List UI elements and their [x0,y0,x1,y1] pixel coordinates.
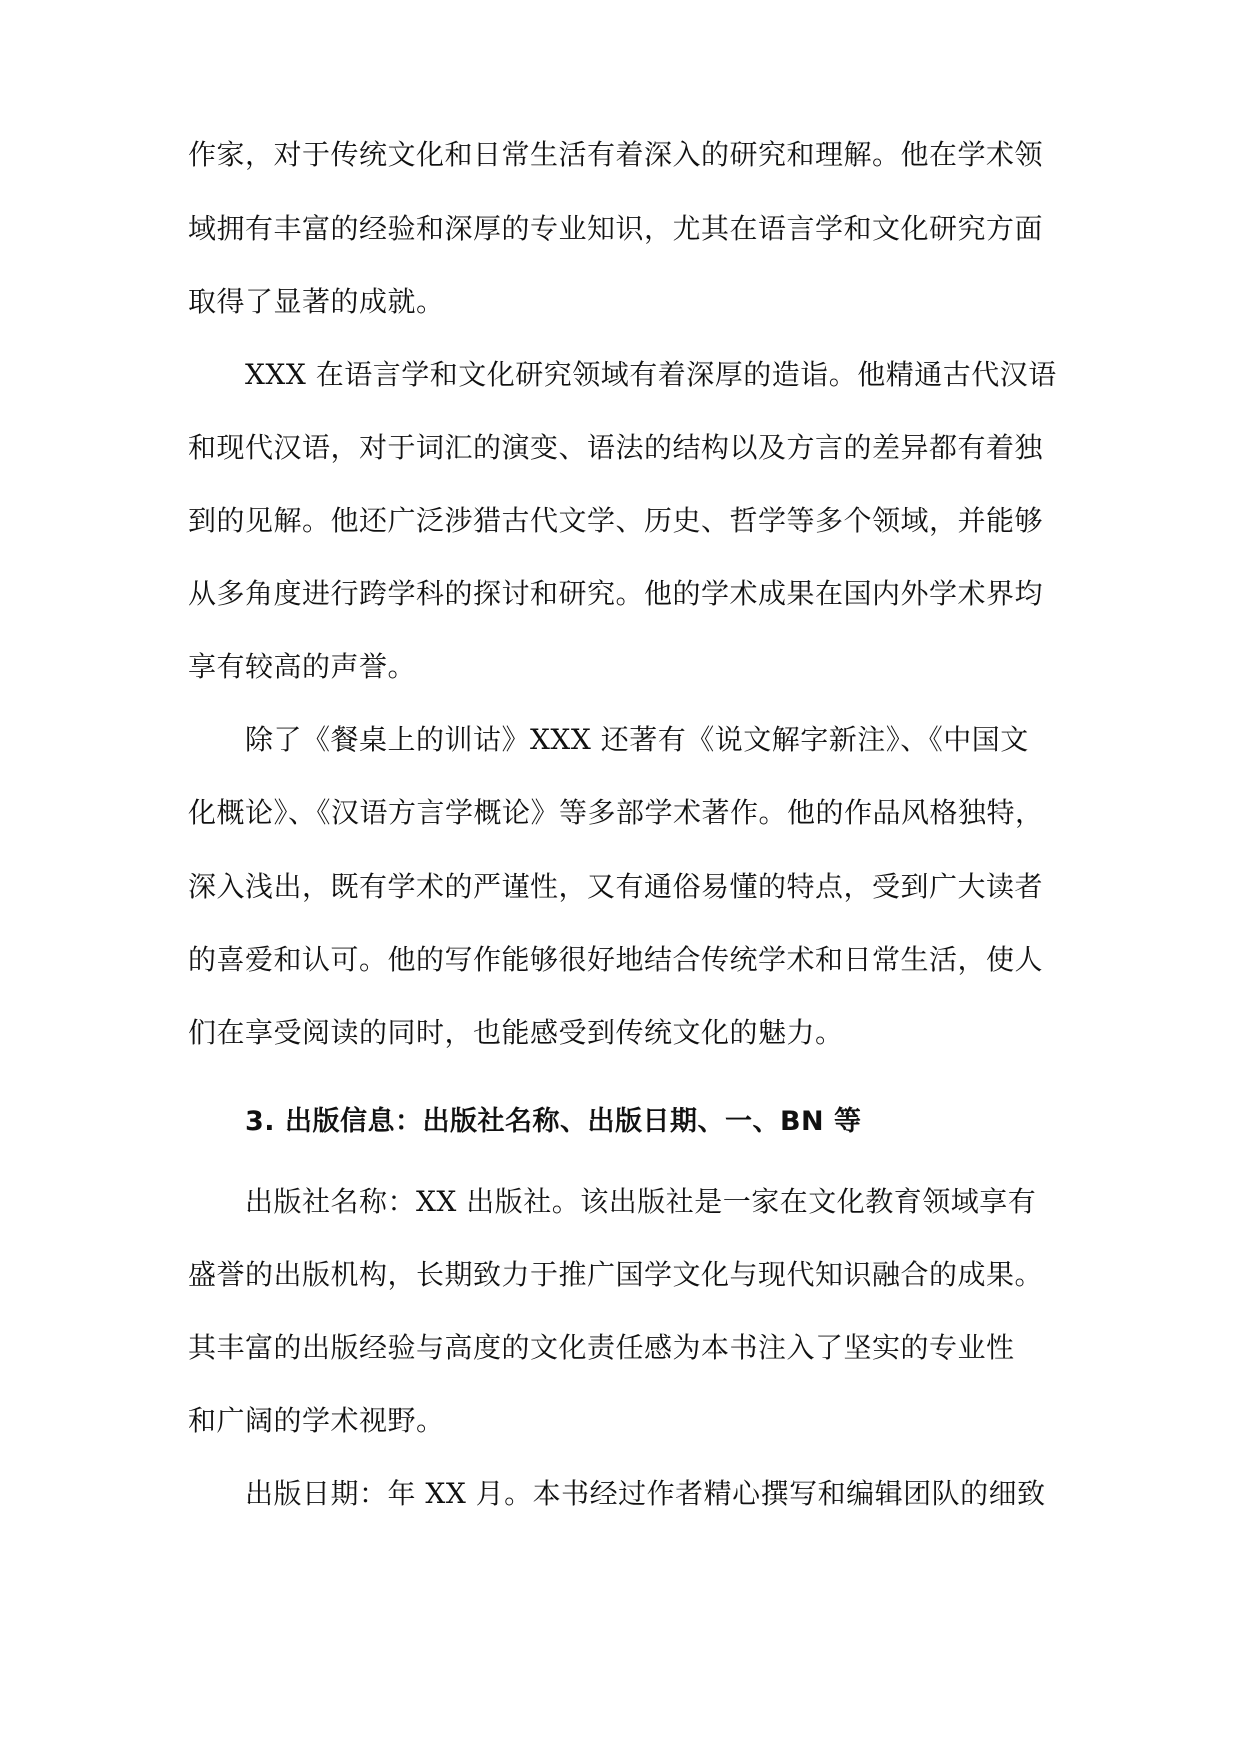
body-text-line: 们在享受阅读的同时，也能感受到传统文化的魅力。 [188,1016,844,1049]
paragraph-first-line: 出版社名称：XX 出版社。该出版社是一家在文化教育领域享有 [245,1185,1037,1218]
body-text-line: 盛誉的出版机构，长期致力于推广国学文化与现代知识融合的成果。 [188,1258,1044,1291]
body-text-line: 取得了显著的成就。 [188,285,445,318]
body-text-line: 和现代汉语，对于词汇的演变、语法的结构以及方言的差异都有着独 [188,431,1044,464]
paragraph-first-line: 除了《餐桌上的训诂》XXX 还著有《说文解字新注》、《中国文 [245,723,1029,756]
body-text-line: 到的见解。他还广泛涉猎古代文学、历史、哲学等多个领域，并能够 [188,504,1044,537]
section-heading: 3. 出版信息：出版社名称、出版日期、一、BN 等 [245,1106,862,1137]
body-text-line: 化概论》、《汉语方言学概论》等多部学术著作。他的作品风格独特， [188,796,1044,829]
paragraph-first-line: 出版日期：年 XX 月。本书经过作者精心撰写和编辑团队的细致 [245,1477,1046,1510]
paragraph-first-line: XXX 在语言学和文化研究领域有着深厚的造诣。他精通古代汉语 [245,358,1057,391]
body-text-line: 和广阔的学术视野。 [188,1404,445,1437]
body-text-line: 域拥有丰富的经验和深厚的专业知识，尤其在语言学和文化研究方面 [188,212,1044,245]
body-text-line: 的喜爱和认可。他的写作能够很好地结合传统学术和日常生活，使人 [188,943,1044,976]
body-text-line: 其丰富的出版经验与高度的文化责任感为本书注入了坚实的专业性 [188,1331,1015,1364]
body-text-line: 深入浅出，既有学术的严谨性，又有通俗易懂的特点，受到广大读者 [188,870,1044,903]
body-text-line: 从多角度进行跨学科的探讨和研究。他的学术成果在国内外学术界均 [188,577,1044,610]
body-text-line: 享有较高的声誉。 [188,650,417,683]
body-text-line: 作家，对于传统文化和日常生活有着深入的研究和理解。他在学术领 [188,138,1044,171]
